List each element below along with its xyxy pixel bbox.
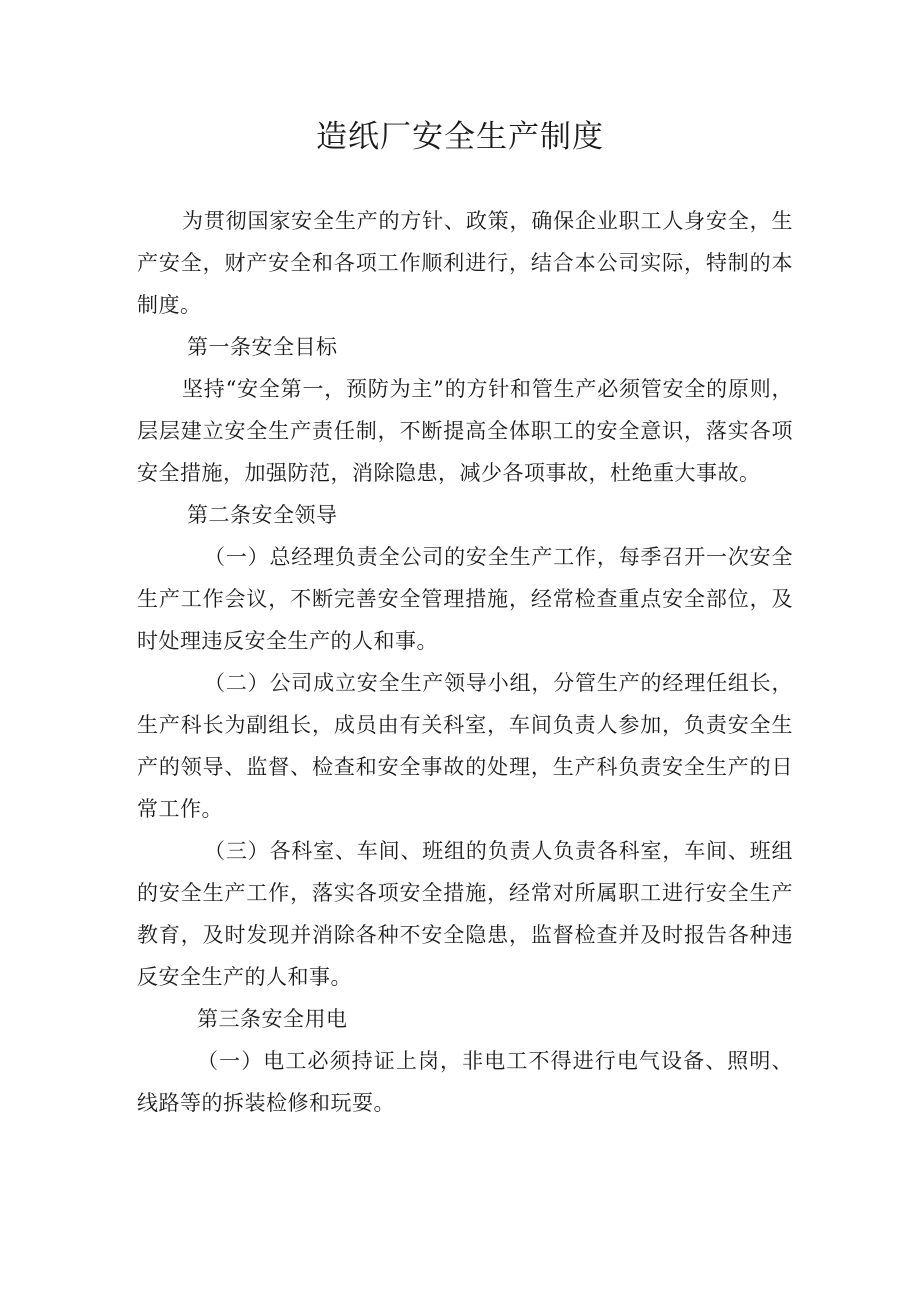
article1-paragraph: 坚持“安全第一，预防为主”的方针和管生产必须管安全的原则，层层建立安全生产责任制，不断提高全体职工的安全意识，落实各项安全措施，加强防范，消除隐患，减少各项事故，杜绝重大事故。: [137, 377, 793, 485]
article3-heading: 第三条安全用电: [197, 1007, 348, 1031]
document-body: [137, 200, 793, 1124]
intro-paragraph: 为贯彻国家安全生产的方针、政策，确保企业职工人身安全，生产安全，财产安全和各项工作顺利进行，结合本公司实际，特制的本制度。: [137, 209, 793, 317]
document-title: 造纸厂安全生产制度: [316, 119, 604, 155]
article1-heading: 第一条安全目标: [187, 335, 338, 359]
article2-heading: 第二条安全领导: [187, 503, 338, 527]
article2-item-3: （三）各科室、车间、班组的负责人负责各科室，车间、班组的安全生产工作，落实各项安全措施，经常对所属职工进行安全生产教育，及时发现并消除各种不安全隐患，监督检查并及时报告各种违反安全生产的人和事。: [137, 839, 793, 989]
article2-item-1: （一）总经理负责全公司的安全生产工作，每季召开一次安全生产工作会议，不断完善安全管理措施，经常检查重点安全部位，及时处理违反安全生产的人和事。: [137, 545, 793, 653]
article2-item-2: （二）公司成立安全生产领导小组，分管生产的经理任组长，生产科长为副组长，成员由有关科室，车间负责人参加，负责安全生产的领导、监督、检查和安全事故的处理，生产科负责安全生产的日常工作。: [137, 671, 793, 821]
article3-item-1: （一）电工必须持证上岗，非电工不得进行电气设备、照明、线路等的拆装检修和玩耍。: [137, 1049, 793, 1115]
